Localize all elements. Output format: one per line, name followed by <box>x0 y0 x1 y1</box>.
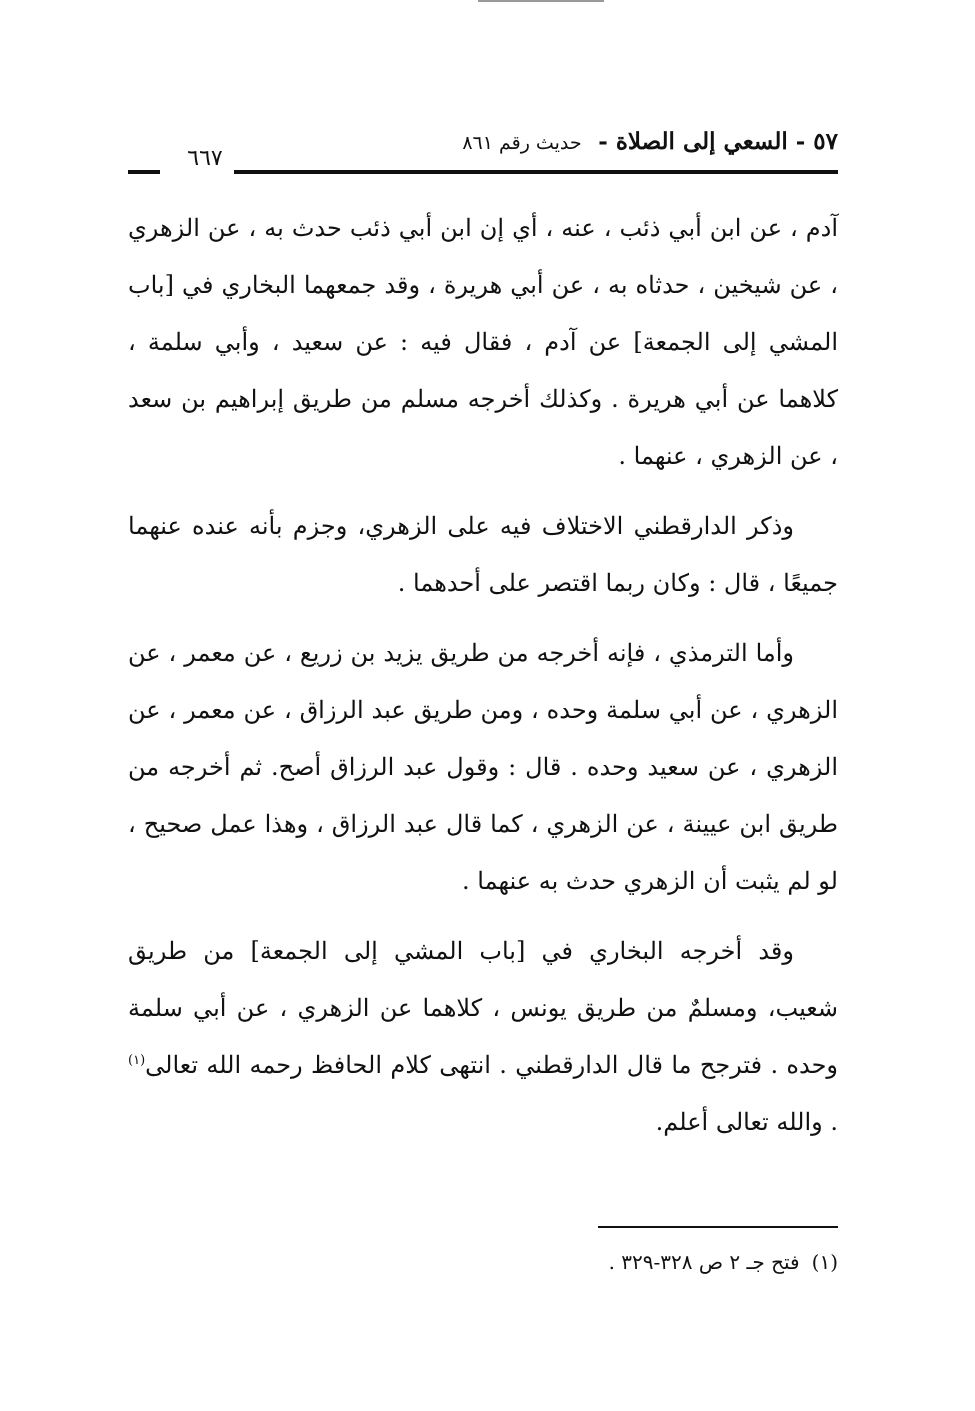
paragraph-text: وقد أخرجه البخاري في [باب المشي إلى الجمعة] من طريق شعيب، ومسلمٌ من طريق يونس ، كلاهما عن الزهري ، عن أبي سلمة وحده . فترجح ما قال الدارقطني . انتهى كلام الحافظ رحمه الله تعالى <box>128 937 838 1079</box>
paragraph: وأما الترمذي ، فإنه أخرجه من طريق يزيد بن زريع ، عن معمر ، عن الزهري ، عن أبي سلمة وحده ، ومن طريق عبد الرزاق ، عن معمر ، عن الزهري ، عن سعيد وحده . قال : وقول عبد الرزاق أصح. ثم أخرجه من طريق ابن عيينة ، عن الزهري ، كما قال عبد الرزاق ، وهذا عمل صحيح ، لو لم يثبت أن الزهري حدث به عنهما . <box>128 639 838 895</box>
header-rule-short <box>128 170 160 174</box>
page-header <box>128 128 838 184</box>
paragraph <box>128 923 838 1151</box>
footnote-reference[interactable]: (١) <box>128 1053 146 1068</box>
footnote-separator <box>598 1226 838 1228</box>
hadith-number: حديث رقم ٨٦١ <box>462 132 582 154</box>
main-text <box>128 200 838 1164</box>
footnote-number: (١) <box>811 1250 838 1274</box>
paragraph: آدم ، عن ابن أبي ذئب ، عنه ، أي إن ابن أبي ذئب حدث به ، عن الزهري ، عن شيخين ، حدثاه به ، عن أبي هريرة ، وقد جمعهما البخاري في [باب المشي إلى الجمعة] عن آدم ، فقال فيه : عن سعيد ، وأبي سلمة ، كلاهما عن أبي هريرة . وكذلك أخرجه مسلم من طريق إبراهيم بن سعد ، عن الزهري ، عنهما . <box>128 214 838 470</box>
header-rule <box>234 170 838 174</box>
chapter-title: ٥٧ - السعي إلى الصلاة - <box>598 128 838 155</box>
footnote-text: فتح جـ ٢ ص ٣٢٨-٣٢٩ . <box>608 1250 800 1274</box>
running-title <box>462 128 838 155</box>
page-number: ٦٦٧ <box>187 146 223 171</box>
paragraph: وذكر الدارقطني الاختلاف فيه على الزهري، وجزم بأنه عنده عنهما جميعًا ، قال : وكان ربما اقتصر على أحدهما . <box>128 512 838 597</box>
footnote <box>128 1246 838 1278</box>
paragraph-ending: . والله تعالى أعلم. <box>655 1108 838 1136</box>
scan-edge-mark <box>478 0 604 2</box>
